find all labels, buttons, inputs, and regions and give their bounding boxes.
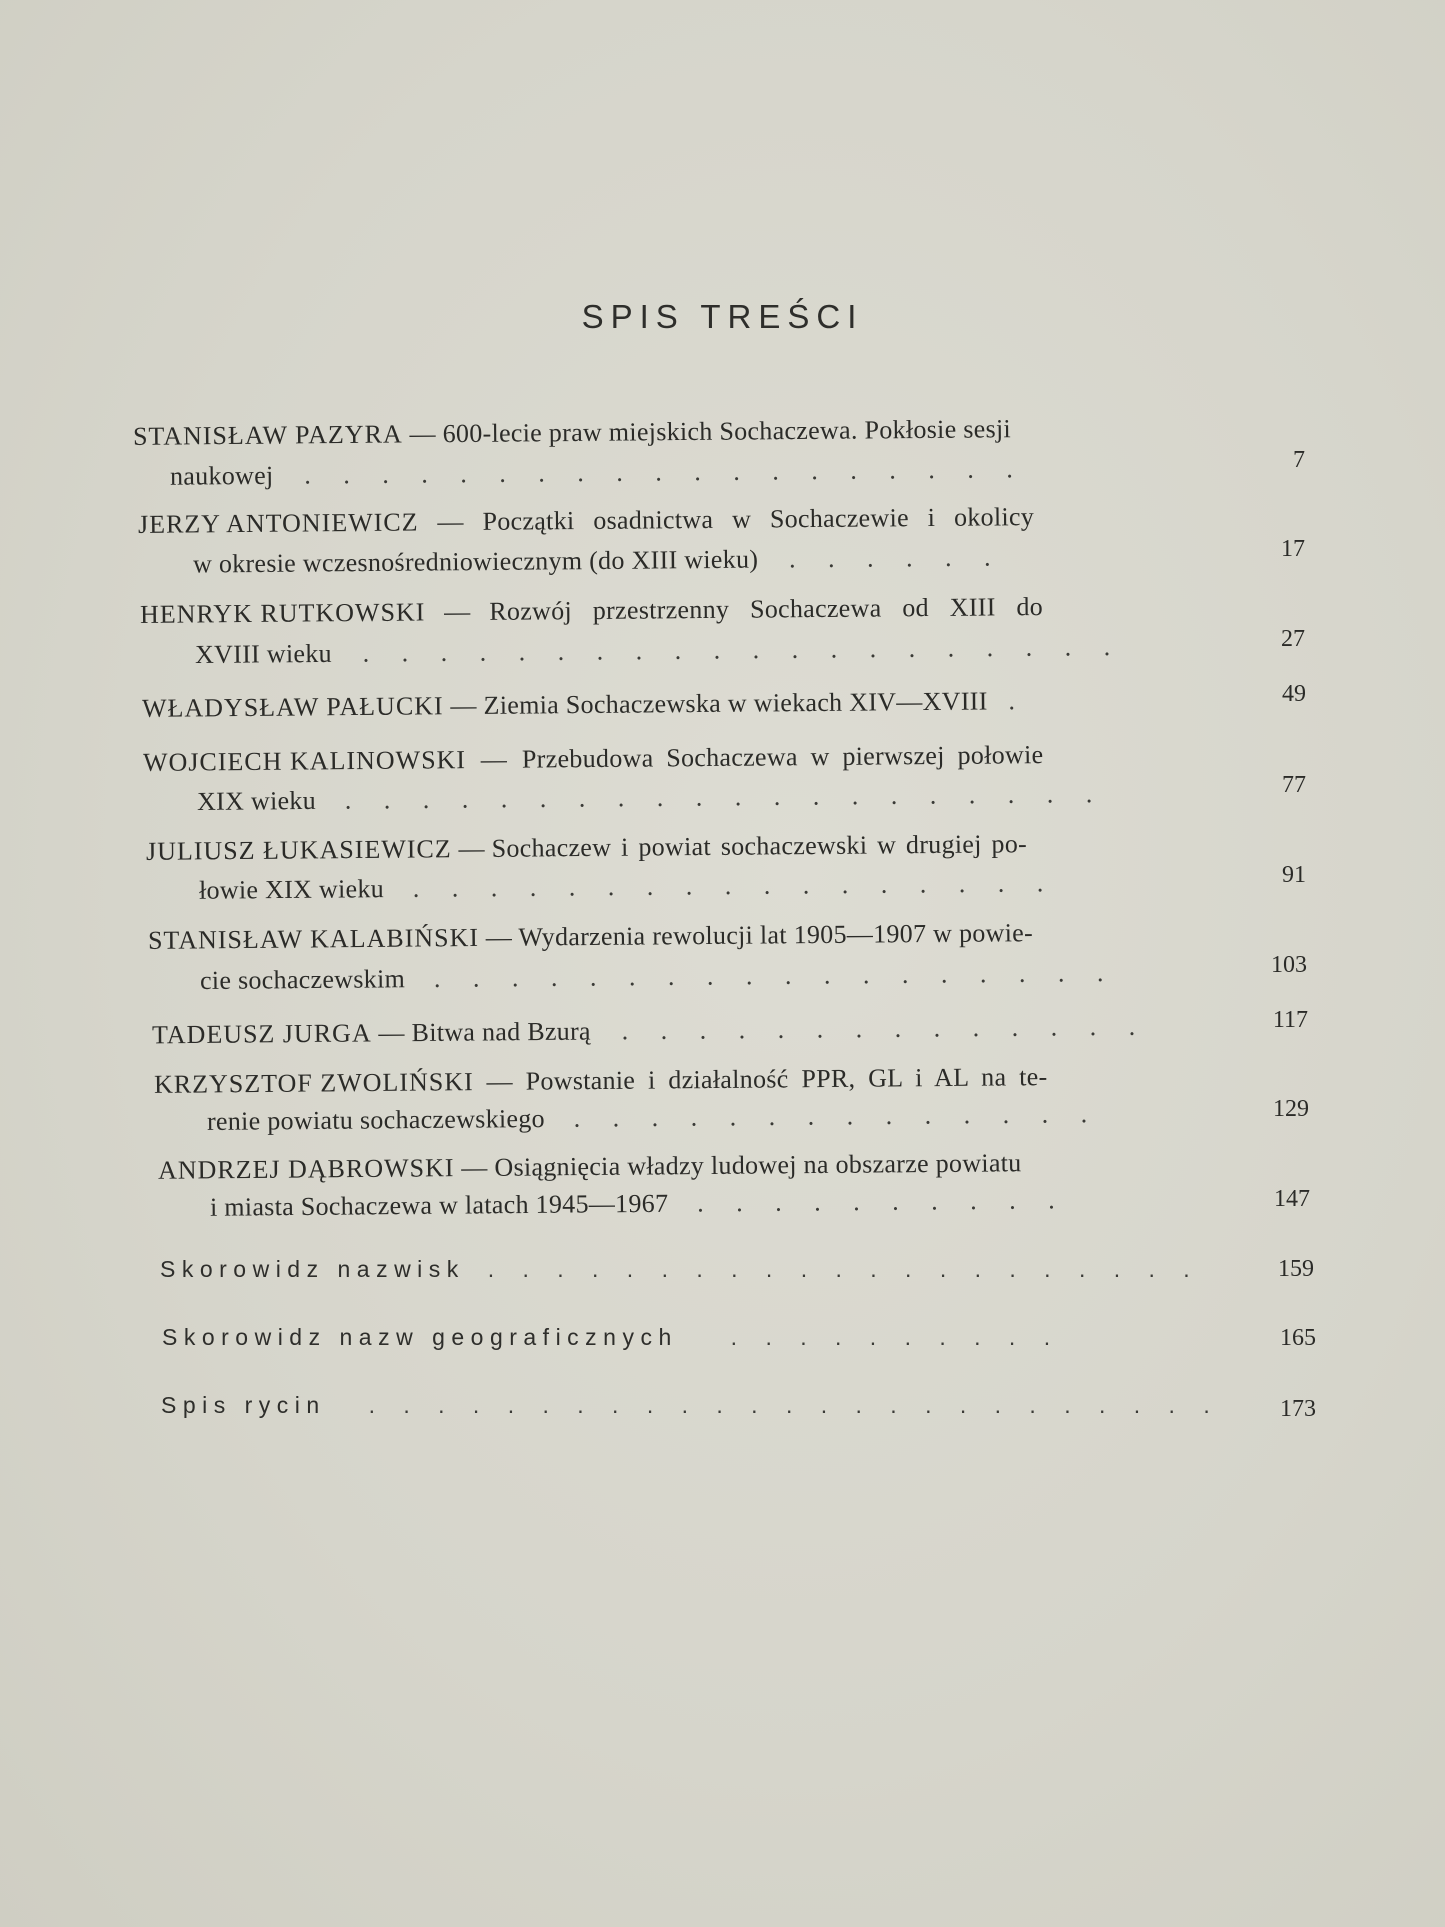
entry-dash: — bbox=[378, 1018, 405, 1048]
entry-title-continued: XVIII wieku bbox=[194, 638, 333, 670]
dot-leader: . . . . . . . . . . . . . . . . . . . . . . . . . bbox=[368, 1392, 1221, 1418]
entry-page-number: 117 bbox=[1272, 1007, 1308, 1033]
entry-author: STANISŁAW KALABIŃSKI bbox=[147, 922, 480, 955]
dot-leader: . . . . . . . . . . . . . . . . . . bbox=[433, 958, 1117, 993]
index-label: Spis rycin bbox=[161, 1392, 326, 1418]
entry-title: Wydarzenia rewolucji lat 1905—1907 w powie- bbox=[518, 918, 1034, 952]
dot-leader: . . . . . . . . . . . . . . bbox=[621, 1011, 1149, 1046]
entry-author: WOJCIECH KALINOWSKI bbox=[142, 745, 467, 777]
entry-author: STANISŁAW PAZYRA bbox=[132, 419, 403, 451]
entry-title-continued: renie powiatu sochaczewskiego bbox=[206, 1103, 546, 1136]
dot-leader: . . . . . . . . . . . . . . . . . . . bbox=[304, 454, 1026, 490]
entry-dash: — bbox=[461, 1152, 488, 1183]
entry-author: ANDRZEJ DĄBROWSKI bbox=[157, 1153, 455, 1185]
entry-page-number: 27 bbox=[1281, 626, 1305, 652]
index-page-number: 173 bbox=[1280, 1396, 1316, 1422]
entry-page-number: 103 bbox=[1271, 952, 1307, 978]
entry-dash: — bbox=[458, 833, 485, 864]
entry-title-continued: w okresie wczesnośredniowiecznym (do XIII wieku) bbox=[192, 544, 759, 579]
entry-title-continued: XIX wieku bbox=[196, 785, 317, 816]
entry-page-number: 91 bbox=[1282, 862, 1306, 888]
entry-title-continued: i miasta Sochaczewa w latach 1945—1967 bbox=[209, 1188, 669, 1222]
dot-leader: . . . . . . . . . . . . . . . . . . . . . bbox=[487, 1256, 1201, 1282]
entry-page-number: 7 bbox=[1293, 447, 1305, 473]
dot-leader: . . . . . . . . . . . . . . . . . bbox=[412, 868, 1057, 903]
dot-leader: . . . . . . . . . . bbox=[730, 1324, 1062, 1350]
entry-dash: — bbox=[437, 507, 464, 537]
entry-page-number: 77 bbox=[1282, 772, 1306, 798]
entry-title: 600-lecie praw miejskich Sochaczewa. Pokłosie sesji bbox=[442, 414, 1012, 449]
entry-title-continued: łowie XIX wieku bbox=[198, 874, 385, 905]
index-label: Skorowidz nazw geograficznych bbox=[162, 1324, 678, 1350]
dot-leader: . . . . . . . . . . . . . . . . . . . . bbox=[362, 631, 1124, 668]
entry-title: Początki osadnictwa w Sochaczewie i okolicy bbox=[482, 502, 1035, 536]
entry-title-continued: cie sochaczewskim bbox=[199, 964, 406, 995]
index-page-number: 159 bbox=[1278, 1256, 1314, 1282]
entry-author: TADEUSZ JURGA bbox=[151, 1018, 372, 1050]
entry-dash: — bbox=[444, 597, 471, 627]
entry-author: WŁADYSŁAW PAŁUCKI bbox=[141, 691, 444, 723]
dot-leader: . . . . . . . . . . . . . . bbox=[573, 1099, 1101, 1133]
entry-page-number: 49 bbox=[1282, 681, 1306, 707]
entry-title: Bitwa nad Bzurą bbox=[411, 1016, 591, 1048]
entry-author: KRZYSZTOF ZWOLIŃSKI bbox=[153, 1067, 474, 1099]
entry-title: Powstanie i działalność PPR, GL i AL na te- bbox=[525, 1062, 1048, 1096]
entry-title-continued: naukowej bbox=[169, 460, 274, 491]
entry-dash: — bbox=[409, 419, 436, 449]
entry-title: Ziemia Sochaczewska w wiekach XIV—XVIII bbox=[483, 686, 988, 720]
entry-page-number: 129 bbox=[1273, 1096, 1309, 1122]
entry-page-number: 147 bbox=[1274, 1186, 1310, 1212]
entry-dash: — bbox=[450, 690, 477, 721]
entry-title: Sochaczew i powiat sochaczewski w drugiej po- bbox=[491, 829, 1028, 863]
entry-author: HENRYK RUTKOWSKI bbox=[139, 597, 426, 629]
dot-leader: . . . . . . . . . . bbox=[697, 1185, 1068, 1218]
entry-title: Rozwój przestrzenny Sochaczewa od XIII do bbox=[489, 592, 1044, 626]
entry-page-number: 17 bbox=[1281, 536, 1305, 562]
entry-title: Osiągnięcia władzy ludowej na obszarze powiatu bbox=[494, 1148, 1022, 1182]
page-title: SPIS TREŚCI bbox=[581, 298, 864, 335]
entry-dash: — bbox=[485, 922, 513, 952]
entry-author: JERZY ANTONIEWICZ bbox=[137, 507, 419, 539]
entry-dash: — bbox=[486, 1066, 513, 1096]
entry-dash: — bbox=[480, 744, 508, 774]
entry-title: Przebudowa Sochaczewa w pierwszej połowie bbox=[521, 740, 1044, 774]
dot-leader: . . . . . . . . . . . . . . . . . . . . bbox=[344, 779, 1106, 815]
dot-leader: . . . . . . bbox=[788, 542, 1004, 574]
entry-author: JULIUSZ ŁUKASIEWICZ bbox=[145, 834, 452, 866]
index-page-number: 165 bbox=[1280, 1325, 1316, 1351]
index-label: Skorowidz nazwisk bbox=[160, 1256, 465, 1282]
dot-leader: . bbox=[1008, 686, 1029, 716]
